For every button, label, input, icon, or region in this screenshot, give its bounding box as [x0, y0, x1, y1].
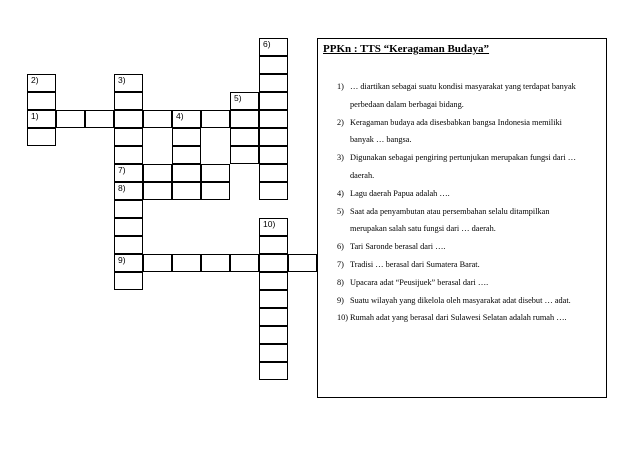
clue-number-8: 8) — [118, 183, 126, 193]
crossword-cell[interactable] — [259, 290, 288, 308]
crossword-cell[interactable] — [172, 146, 201, 164]
clue-text: perbedaan dalam berbagai bidang. — [350, 99, 464, 109]
crossword-cell[interactable] — [172, 182, 201, 200]
clue-number-3: 3) — [118, 75, 126, 85]
crossword-cell[interactable] — [114, 110, 143, 128]
crossword-cell[interactable] — [172, 110, 201, 128]
clue-number-1: 1) — [31, 111, 39, 121]
crossword-cell[interactable] — [259, 38, 288, 56]
crossword-cell[interactable] — [259, 254, 288, 272]
crossword-cell[interactable] — [114, 218, 143, 236]
crossword-cell[interactable] — [114, 128, 143, 146]
clue-number: 1) — [337, 82, 344, 91]
clue-number-4: 4) — [176, 111, 184, 121]
clue-number-10: 10) — [263, 219, 276, 229]
clue-number: 8) — [337, 277, 344, 287]
clue-number-6: 6) — [263, 39, 271, 49]
clue-text: Rumah adat yang berasal dari Sulawesi Selatan adalah rumah …. — [350, 313, 567, 323]
crossword-cell[interactable] — [259, 326, 288, 344]
clue-number: 4) — [337, 188, 344, 198]
crossword-cell[interactable] — [259, 110, 288, 128]
crossword-cell[interactable] — [259, 146, 288, 164]
crossword-cell[interactable] — [259, 182, 288, 200]
crossword-cell[interactable] — [114, 236, 143, 254]
crossword-cell[interactable] — [259, 128, 288, 146]
crossword-cell[interactable] — [230, 146, 259, 164]
clue-text: Tradisi … berasal dari Sumatera Barat. — [350, 260, 480, 269]
crossword-cell[interactable] — [288, 254, 317, 272]
clue-number: 9) — [337, 295, 344, 305]
crossword-cell[interactable] — [259, 92, 288, 110]
crossword-cell[interactable] — [114, 146, 143, 164]
crossword-cell[interactable] — [143, 182, 172, 200]
clue-number-9: 9) — [118, 255, 126, 265]
crossword-cell[interactable] — [27, 74, 56, 92]
crossword-cell[interactable] — [259, 74, 288, 92]
crossword-cell[interactable] — [56, 110, 85, 128]
clue-text: Suatu wilayah yang dikelola oleh masyarakat adat disebut … adat. — [350, 295, 571, 305]
crossword-cell[interactable] — [230, 110, 259, 128]
clue-list — [318, 39, 606, 397]
crossword-cell[interactable] — [172, 164, 201, 182]
clue-number: 2) — [337, 117, 344, 127]
crossword-cell[interactable] — [143, 254, 172, 272]
clue-number-5: 5) — [234, 93, 242, 103]
panel-title: PPKn : TTS “Keragaman Budaya” — [323, 43, 490, 55]
crossword-cell[interactable] — [259, 164, 288, 182]
crossword-cell[interactable] — [114, 74, 143, 92]
clue-number-7: 7) — [118, 165, 126, 175]
crossword-cell[interactable] — [172, 128, 201, 146]
clue-text: daerah. — [350, 171, 375, 180]
clue-number: 6) — [337, 242, 344, 252]
crossword-cell[interactable] — [114, 164, 143, 182]
clue-text: Tari Saronde berasal dari …. — [350, 242, 446, 252]
clue-text: … diartikan sebagai suatu kondisi masyarakat yang terdapat banyak — [350, 82, 576, 91]
crossword-cell[interactable] — [259, 56, 288, 74]
crossword-cell[interactable] — [201, 110, 230, 128]
clue-text: merupakan salah satu fungsi dari … daerah. — [350, 224, 496, 234]
crossword-cell[interactable] — [259, 272, 288, 290]
crossword-cell[interactable] — [114, 254, 143, 272]
clue-text: Digunakan sebagai pengiring pertunjukan merupakan fungsi dari … — [350, 153, 577, 163]
crossword-cell[interactable] — [114, 200, 143, 218]
crossword-cell[interactable] — [259, 236, 288, 254]
clue-text: Keragaman budaya ada disesbabkan bangsa Indonesia memiliki — [350, 117, 562, 127]
clue-panel — [317, 38, 607, 398]
crossword-cell[interactable] — [114, 182, 143, 200]
crossword-cell[interactable] — [230, 128, 259, 146]
clue-number-2: 2) — [31, 75, 39, 85]
crossword-cell[interactable] — [230, 254, 259, 272]
crossword-cell[interactable] — [201, 164, 230, 182]
crossword-cell[interactable] — [143, 110, 172, 128]
clue-number: 10) — [337, 313, 349, 323]
crossword-cell[interactable] — [27, 128, 56, 146]
crossword-cell[interactable] — [143, 164, 172, 182]
crossword-cell[interactable] — [172, 254, 201, 272]
crossword-cell[interactable] — [201, 254, 230, 272]
clue-number: 3) — [337, 153, 344, 163]
crossword-cell[interactable] — [259, 362, 288, 380]
clue-text: banyak … bangsa. — [350, 135, 412, 145]
clue-text: Lagu daerah Papua adalah …. — [350, 188, 450, 198]
crossword-cell[interactable] — [27, 92, 56, 110]
crossword-cell[interactable] — [230, 92, 259, 110]
crossword-cell[interactable] — [114, 92, 143, 110]
crossword-cell[interactable] — [201, 182, 230, 200]
crossword-cell[interactable] — [27, 110, 56, 128]
clue-number: 7) — [337, 260, 344, 269]
clue-number: 5) — [337, 206, 344, 216]
crossword-cell[interactable] — [85, 110, 114, 128]
crossword-cell[interactable] — [259, 344, 288, 362]
crossword-cell[interactable] — [259, 218, 288, 236]
crossword-cell[interactable] — [114, 272, 143, 290]
crossword-cell[interactable] — [259, 308, 288, 326]
clue-text: Upacara adat “Peusijuek” berasal dari …. — [350, 277, 489, 287]
clue-text: Saat ada penyambutan atau persembahan selalu ditampilkan — [350, 206, 550, 216]
